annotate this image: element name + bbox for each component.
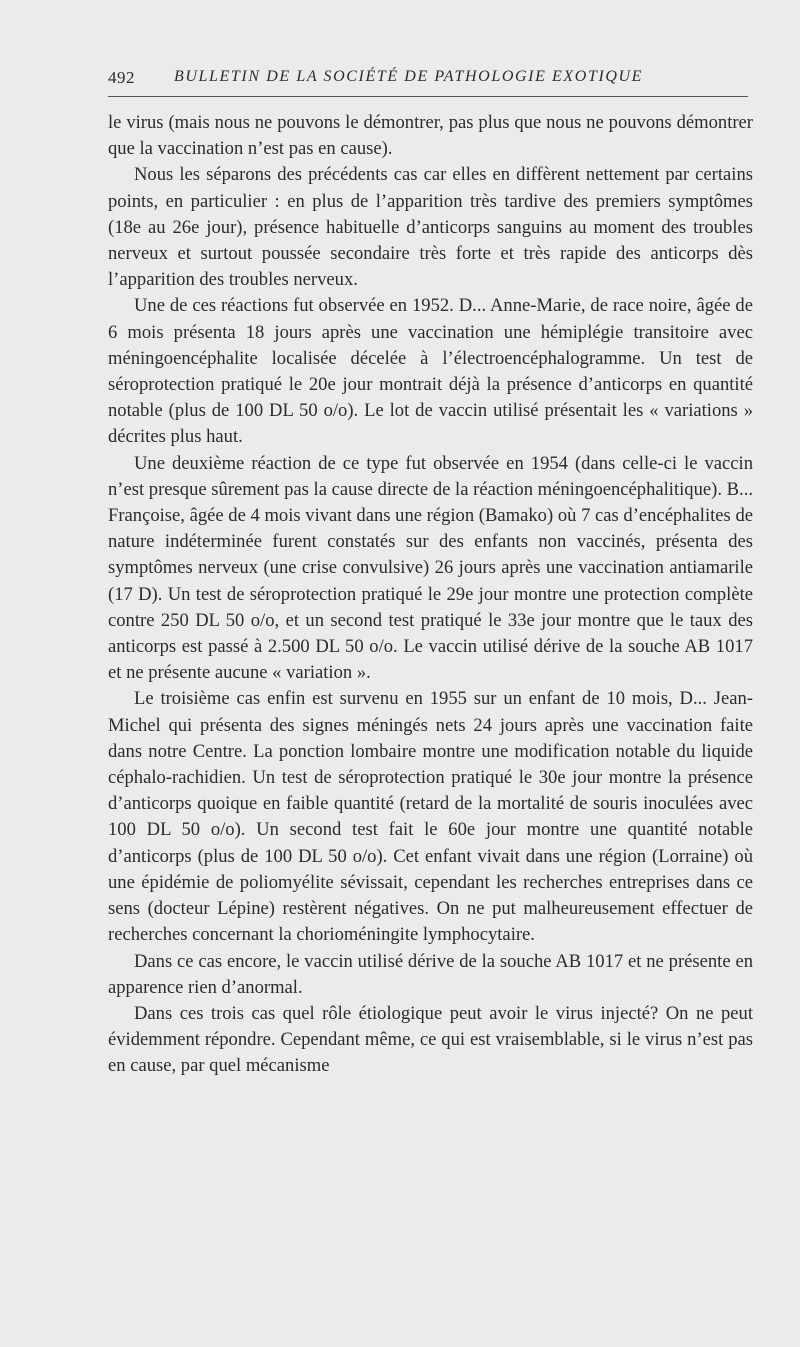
body-text <box>108 110 753 1080</box>
paragraph-4: Une deuxième réaction de ce type fut observée en 1954 (dans celle-ci le vaccin n’est presque sûrement pas la cause directe de la réaction méningoencéphalitique). B... Françoise, âgée de 4 mois vivant dans une région (Bamako) où 7 cas d’encéphalites de nature indéterminée furent constatés sur des enfants non vaccinés, présenta des symptômes nerveux (une crise convulsive) 26 jours après une vaccination antiamarile (17 D). Un test de séroprotection pratiqué le 29e jour montre une protection complète contre 250 DL 50 o/o, et un second test pratiqué le 33e jour montre que le taux des anticorps est passé à 2.500 DL 50 o/o. Le vaccin utilisé dérive de la souche AB 1017 et ne présente aucune « variation ». <box>108 452 753 684</box>
header-rule <box>108 96 748 97</box>
running-title: BULLETIN DE LA SOCIÉTÉ DE PATHOLOGIE EXOTIQUE <box>174 68 644 85</box>
page-header <box>108 64 748 94</box>
paragraph-7: Dans ces trois cas quel rôle étiologique peut avoir le virus injecté? On ne peut évidemment répondre. Cependant même, ce qui est vraisemblable, si le virus n’est pas en cause, par quel mécanisme <box>108 1002 753 1077</box>
paragraph-6: Dans ce cas encore, le vaccin utilisé dérive de la souche AB 1017 et ne présente en apparence rien d’anormal. <box>108 950 753 998</box>
paragraph-2: Nous les séparons des précédents cas car elles en diffèrent nettement par certains points, en particulier : en plus de l’apparition très tardive des premiers symptômes (18e au 26e jour), présence habituelle d’anticorps sanguins au moment des troubles nerveux et surtout poussée secondaire très forte et très rapide des anticorps dès l’apparition des troubles nerveux. <box>108 164 753 291</box>
paragraph-5: Le troisième cas enfin est survenu en 1955 sur un enfant de 10 mois, D... Jean-Michel qui présenta des signes méningés nets 24 jours après une vaccination faite dans notre Centre. La ponction lombaire montre une modification notable du liquide céphalo-rachidien. Un test de séroprotection pratiqué le 30e jour montre la présence d’anticorps quoique en faible quantité (retard de la mortalité de souris inoculées avec 100 DL 50 o/o). Un second test fait le 60e jour montre une quantité notable d’anticorps (plus de 100 DL 50 o/o). Cet enfant vivait dans une région (Lorraine) où une épidémie de poliomyélite sévissait, cependant les recherches entreprises dans ce sens (docteur Lépine) restèrent négatives. On ne put malheureusement effectuer de recherches concernant la chorioméningite lymphocytaire. <box>108 688 753 946</box>
page-number: 492 <box>108 68 135 87</box>
paragraph-1: le virus (mais nous ne pouvons le démontrer, pas plus que nous ne pouvons démontrer que la vaccination n’est pas en cause). <box>108 112 753 160</box>
paragraph-3: Une de ces réactions fut observée en 1952. D... Anne-Marie, de race noire, âgée de 6 mois présenta 18 jours après une vaccination une hémiplégie transitoire avec méningoencéphalite localisée décelée à l’électroencéphalogramme. Un test de séroprotection pratiqué le 20e jour montrait déjà la présence d’anticorps en quantité notable (plus de 100 DL 50 o/o). Le lot de vaccin utilisé présentait les « variations » décrites plus haut. <box>108 295 753 448</box>
